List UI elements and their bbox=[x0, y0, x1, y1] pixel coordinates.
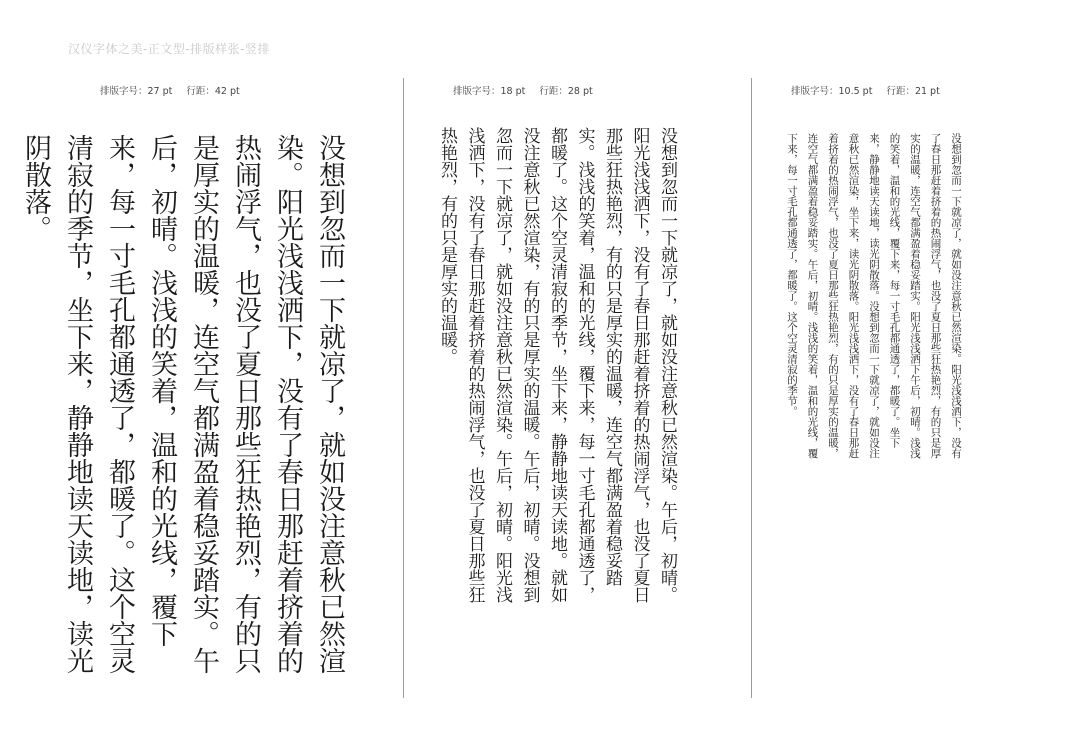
font-size-label: 排版字号：27 pt bbox=[100, 86, 173, 97]
leading-label: 行距：42 pt bbox=[186, 86, 240, 97]
spec-label bbox=[453, 83, 593, 97]
spec-label bbox=[791, 83, 940, 97]
font-size-label: 排版字号：18 pt bbox=[453, 86, 526, 97]
spec-label bbox=[100, 83, 240, 97]
font-size-label: 排版字号：10.5 pt bbox=[791, 86, 873, 97]
vertical-text-sample-large: 没想到忽而一下就凉了，就如没注意秋已然渲染。阳光浅浅洒下，没有了春日那赶着挤着的热闹浮气，也没了夏日那些狂热艳烈，有的只是厚实的温暖，连空气都满盈着稳妥踏实。午后，初晴。浅浅的笑着，温和的光线，覆下来，每一寸毛孔都通透了，都暖了。这个空灵清寂的季节，坐下来，静静地读天读地，读光阴散落。 bbox=[20, 134, 345, 674]
leading-label: 行距：28 pt bbox=[539, 86, 593, 97]
column-divider bbox=[751, 78, 752, 698]
vertical-text-sample-small: 没想到忽而一下就凉了，就如没注意秋已然渲染。阳光浅浅洒下，没有了春日那赶着挤着的热闹浮气，也没了夏日那些狂热艳烈，有的只是厚实的温暖，连空气都满盈着稳妥踏实。阳光浅浅洒下午后，初晴。浅浅的笑着，温和的光线，覆下来，每一寸毛孔都通透了，都暖了。坐下来，静静地读天读地，读光阴散落。没想到忽而一下就凉了，就如没注意秋已然渲染，坐下来，读光阴散落。阳光浅浅洒下，没有了春日那赶着挤着的热闹浮气，也没了夏日那些狂热艳烈，有的只是厚实的温暖，连空气都满盈着稳妥踏实。午后，初晴。浅浅的笑着，温和的光线，覆下来，每一寸毛孔都通透了，都暖了。这个空灵清寂的季节。 bbox=[786, 133, 962, 459]
sheet-title: 汉仪字体之美-正文型-排版样张-竖排 bbox=[68, 42, 270, 56]
column-divider bbox=[403, 78, 404, 698]
vertical-text-sample-medium: 没想到忽而一下就凉了，就如没注意秋已然渲染。午后，初晴。阳光浅浅洒下，没有了春日那赶着挤着的热闹浮气，也没了夏日那些狂热艳烈，有的只是厚实的温暖，连空气都满盈着稳妥踏实。浅浅的笑着，温和的光线，覆下来，每一寸毛孔都通透了，都暖了。这个空灵清寂的季节，坐下来，静静地读天读地。就如没注意秋已然渲染，有的只是厚实的温暖。午后，初晴。没想到忽而一下就凉了，就如没注意秋已然渲染。午后，初晴。阳光浅浅洒下，没有了春日那赶着挤着的热闹浮气，也没了夏日那些狂热艳烈，有的只是厚实的温暖。 bbox=[437, 127, 677, 603]
leading-label: 行距：21 pt bbox=[886, 86, 940, 97]
